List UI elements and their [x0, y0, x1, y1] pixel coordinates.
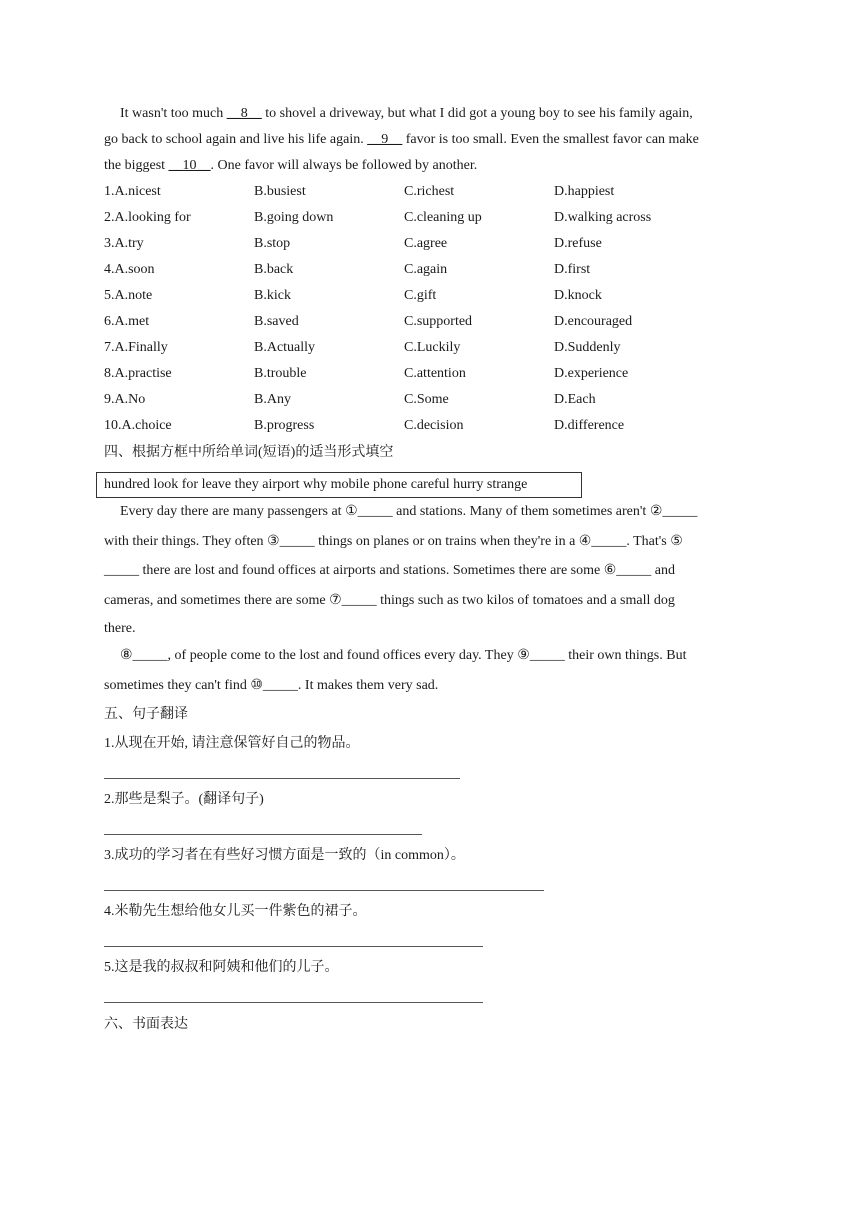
passage-line-2 — [104, 131, 699, 149]
option-b: B.progress — [254, 418, 315, 433]
translation-prompt: 1.从现在开始, 请注意保管好自己的物品。 — [104, 736, 360, 751]
option-b: B.stop — [254, 236, 291, 251]
passage-text: the biggest — [104, 158, 169, 173]
option-row — [104, 261, 764, 279]
blank-9: __9__ — [367, 132, 403, 147]
cloze-line: Every day there are many passengers at ①_____ and stations. Many of them sometimes aren't ②_____ — [120, 504, 698, 519]
passage-text: . One favor will always be followed by another. — [210, 158, 478, 173]
option-d: D.Suddenly — [554, 340, 621, 355]
option-a: 3.A.try — [104, 236, 144, 251]
option-a: 6.A.met — [104, 314, 150, 329]
option-b: B.Any — [254, 392, 291, 407]
option-row — [104, 417, 764, 435]
answer-line[interactable] — [104, 890, 544, 891]
cloze-line: sometimes they can't find ⑩_____. It makes them very sad. — [104, 678, 439, 693]
option-row — [104, 313, 764, 331]
option-b: B.kick — [254, 288, 291, 303]
option-c: C.richest — [404, 184, 455, 199]
option-c: C.cleaning up — [404, 210, 482, 225]
option-a: 7.A.Finally — [104, 340, 168, 355]
option-d: D.experience — [554, 366, 629, 381]
option-b: B.trouble — [254, 366, 307, 381]
option-b: B.back — [254, 262, 294, 277]
option-a: 10.A.choice — [104, 418, 172, 433]
option-row — [104, 339, 764, 357]
section-heading-5: 五、句子翻译 — [104, 707, 188, 722]
option-c: C.gift — [404, 288, 437, 303]
answer-line[interactable] — [104, 778, 460, 779]
option-d: D.knock — [554, 288, 602, 303]
passage-text: go back to school again and live his life again. — [104, 132, 368, 147]
option-c: C.Some — [404, 392, 449, 407]
option-a: 5.A.note — [104, 288, 153, 303]
option-c: C.again — [404, 262, 448, 277]
option-d: D.encouraged — [554, 314, 633, 329]
cloze-line: there. — [104, 621, 136, 636]
option-row — [104, 209, 764, 227]
blank-8: __8__ — [226, 106, 262, 121]
section-heading-6: 六、书面表达 — [104, 1017, 188, 1032]
cloze-line: ⑧_____, of people come to the lost and found offices every day. They ⑨_____ their own things. But — [120, 648, 687, 663]
option-row — [104, 183, 764, 201]
option-a: 9.A.No — [104, 392, 146, 407]
option-b: B.busiest — [254, 184, 306, 199]
passage-line-3 — [104, 157, 477, 175]
option-a: 2.A.looking for — [104, 210, 191, 225]
option-d: D.walking across — [554, 210, 652, 225]
option-b: B.saved — [254, 314, 299, 329]
option-row — [104, 365, 764, 383]
cloze-line: with their things. They often ③_____ things on planes or on trains when they're in a ④_____. That's ⑤ — [104, 534, 683, 549]
blank-10: __10__ — [168, 158, 211, 173]
passage-text: to shovel a driveway, but what I did got a young boy to see his family again, — [261, 106, 693, 121]
option-c: C.agree — [404, 236, 448, 251]
word-box: hundred look for leave they airport why mobile phone careful hurry strange — [96, 472, 582, 498]
translation-prompt: 5.这是我的叔叔和阿姨和他们的儿子。 — [104, 960, 339, 975]
answer-line[interactable] — [104, 946, 483, 947]
option-a: 4.A.soon — [104, 262, 155, 277]
option-a: 8.A.practise — [104, 366, 172, 381]
cloze-line: _____ there are lost and found offices at airports and stations. Sometimes there are some ⑥_____ and — [104, 563, 675, 578]
option-row — [104, 391, 764, 409]
option-c: C.Luckily — [404, 340, 461, 355]
passage-text: It wasn't too much — [120, 106, 227, 121]
answer-line[interactable] — [104, 1002, 483, 1003]
option-d: D.Each — [554, 392, 596, 407]
option-c: C.supported — [404, 314, 473, 329]
option-row — [104, 287, 764, 305]
option-a: 1.A.nicest — [104, 184, 161, 199]
translation-prompt: 3.成功的学习者在有些好习惯方面是一致的（in common）。 — [104, 848, 465, 863]
passage-line-1 — [120, 105, 693, 123]
option-b: B.Actually — [254, 340, 316, 355]
option-d: D.first — [554, 262, 591, 277]
answer-line[interactable] — [104, 834, 422, 835]
option-c: C.decision — [404, 418, 464, 433]
section-heading-4: 四、根据方框中所给单词(短语)的适当形式填空 — [104, 445, 394, 460]
option-d: D.happiest — [554, 184, 615, 199]
option-b: B.going down — [254, 210, 334, 225]
translation-prompt: 2.那些是梨子。(翻译句子) — [104, 792, 264, 807]
translation-prompt: 4.米勒先生想给他女儿买一件紫色的裙子。 — [104, 904, 367, 919]
option-c: C.attention — [404, 366, 466, 381]
option-d: D.difference — [554, 418, 625, 433]
cloze-line: cameras, and sometimes there are some ⑦_____ things such as two kilos of tomatoes and a small dog — [104, 593, 675, 608]
passage-text: favor is too small. Even the smallest favor can make — [402, 132, 699, 147]
option-row — [104, 235, 764, 253]
option-d: D.refuse — [554, 236, 602, 251]
